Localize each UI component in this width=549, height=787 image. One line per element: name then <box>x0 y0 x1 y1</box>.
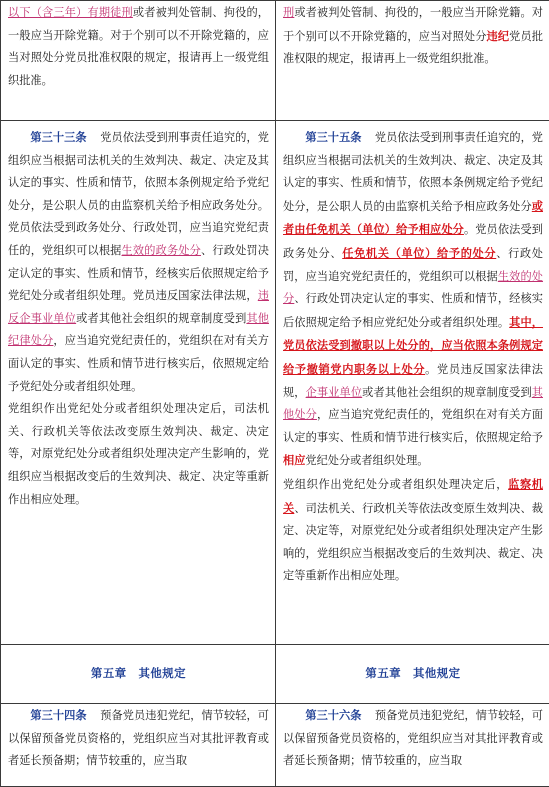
deleted-text: 生效的政务处分 <box>122 244 201 257</box>
body-text: 党员批准权限的规定，报请再上一级党组织批准。 <box>283 30 543 66</box>
body-text: 党员依法受到刑事责任追究的，党组织应当根据司法机关的生效判决、裁定、决定及其认定的事实、性质和情节，依照本条例规定给予党纪处分，是公职人员的由监察机关给予相应政务处分。党员依法受到政务处分、行政处罚，应当追究党纪责任的，党组织可以根据 <box>8 131 269 257</box>
body-text: 。党员违反国家法律法规， <box>283 363 543 399</box>
added-text: 违纪 <box>487 29 510 43</box>
article-paragraph <box>8 704 269 773</box>
added-text: 监察机关 <box>283 477 543 515</box>
body-text <box>283 6 543 65</box>
table-row <box>1 645 549 704</box>
deleted-text: 违反企事业单位 <box>8 289 269 325</box>
chapter-heading-cell <box>1 645 276 704</box>
added-text: 其中，党员依法受到撤职以上处分的，应当依照本条例规定给予撤销党内职务以上处分 <box>283 315 543 376</box>
article-number: 第三十六条 <box>305 708 361 722</box>
body-text: 预备党员违犯党纪，情节较轻，可以保留预备党员资格的，党组织应当对其批评教育或者延长预备期；情节较重的，应当取 <box>8 709 269 767</box>
body-text: 预备党员违犯党纪，情节较轻，可以保留预备党员资格的，党组织应当对其批评教育或者延长预备期；情节较重的，应当取 <box>283 709 543 767</box>
body-text: 或者被判处管制、拘役的，一般应当开除党籍。对于个别可以不开除党籍的，应当对照处分党员批准权限的规定，报请再上一级党组织批准。 <box>8 6 269 87</box>
body-text: 或者被判处管制、拘役的，一般应当开除党籍。对于个别可以不开除党籍的，应当对照处分 <box>283 6 543 43</box>
body-text: 党纪处分或者组织处理。 <box>305 454 428 467</box>
new-text-cell <box>276 121 549 645</box>
article-paragraph <box>283 126 543 473</box>
added-text: 或者由任免机关（单位）给予相应处分 <box>283 199 543 237</box>
body-text: 、行政处罚，应当追究党纪责任的，党组织可以根据 <box>283 247 543 283</box>
table-row <box>1 704 549 787</box>
deleted-text: 刑 <box>283 6 294 19</box>
article-number: 第三十三条 <box>30 130 86 144</box>
table-row <box>1 1 549 121</box>
paragraph <box>283 2 543 71</box>
new-text-cell <box>276 1 549 121</box>
article-number: 第三十五条 <box>305 130 361 144</box>
article-paragraph <box>8 126 269 398</box>
body-text: 党组织作出党纪处分或者组织处理决定后， <box>283 478 508 491</box>
old-text-cell <box>1 704 276 787</box>
old-text-cell <box>1 121 276 645</box>
article-paragraph <box>283 704 543 773</box>
paragraph <box>8 2 269 92</box>
chapter-heading-cell <box>276 645 549 704</box>
body-text: ，应当追究党纪责任的，党组织在对有关方面认定的事实、性质和情节进行核实后，依照规定给予党纪处分或者组织处理。 <box>8 334 269 392</box>
new-text-cell <box>276 704 549 787</box>
body-text: ，应当追究党纪责任的，党组织在对有关方面认定的事实、性质和情节进行核实后，依照规定给予 <box>283 408 543 444</box>
article-number: 第三十四条 <box>30 708 86 722</box>
deleted-text: 其他纪律处分 <box>8 312 269 348</box>
body-text: 、行政处罚决定认定的事实、性质和情节，经核实后依照规定给予相应党纪处分或者组织处理。 <box>283 292 543 329</box>
body-text: 、行政处罚决定认定的事实、性质和情节，经核实后依照规定给予党纪处分或者组织处理。党员违反国家法律法规， <box>8 244 269 302</box>
changed-text: 其他处分 <box>283 386 543 422</box>
old-text-cell <box>1 1 276 121</box>
table-row <box>1 121 549 645</box>
chapter-heading: 第五章 其他规定 <box>91 666 186 680</box>
body-text: 。党员依法受到政务处分、 <box>283 223 543 260</box>
deleted-text: 以下（含三年）有期徒刑 <box>8 6 133 19</box>
added-text: 相应 <box>283 453 305 467</box>
body-text: 或者其他社会组织的规章制度受到 <box>76 312 246 325</box>
body-text: 、司法机关、行政机关等依法改变原生效判决、裁定、决定等，对原党纪处分或者组织处理决定产生影响的，党组织应当根据改变后的生效判决、裁定、决定等重新作出相应处理。 <box>283 502 543 583</box>
added-text: 任免机关（单位）给予的处分 <box>342 246 496 260</box>
body-text: 或者其他社会组织的规章制度受到 <box>362 386 532 399</box>
paragraph <box>283 473 543 588</box>
changed-text: 生效的处分 <box>283 270 543 306</box>
chapter-heading: 第五章 其他规定 <box>365 666 460 680</box>
body-text: 党员依法受到刑事责任追究的，党组织应当根据司法机关的生效判决、裁定、决定及其认定的事实、性质和情节，依照本条例规定给予党纪处分，是公职人员的由监察机关给予相应政务处分 <box>283 131 543 213</box>
changed-text: 企事业单位 <box>306 386 363 399</box>
paragraph: 党组织作出党纪处分或者组织处理决定后，司法机关、行政机关等依法改变原生效判决、裁定、决定等，对原党纪处分或者组织处理决定产生影响的，党组织应当根据改变后的生效判决、裁定、决定等重新作出相应处理。 <box>8 398 269 511</box>
